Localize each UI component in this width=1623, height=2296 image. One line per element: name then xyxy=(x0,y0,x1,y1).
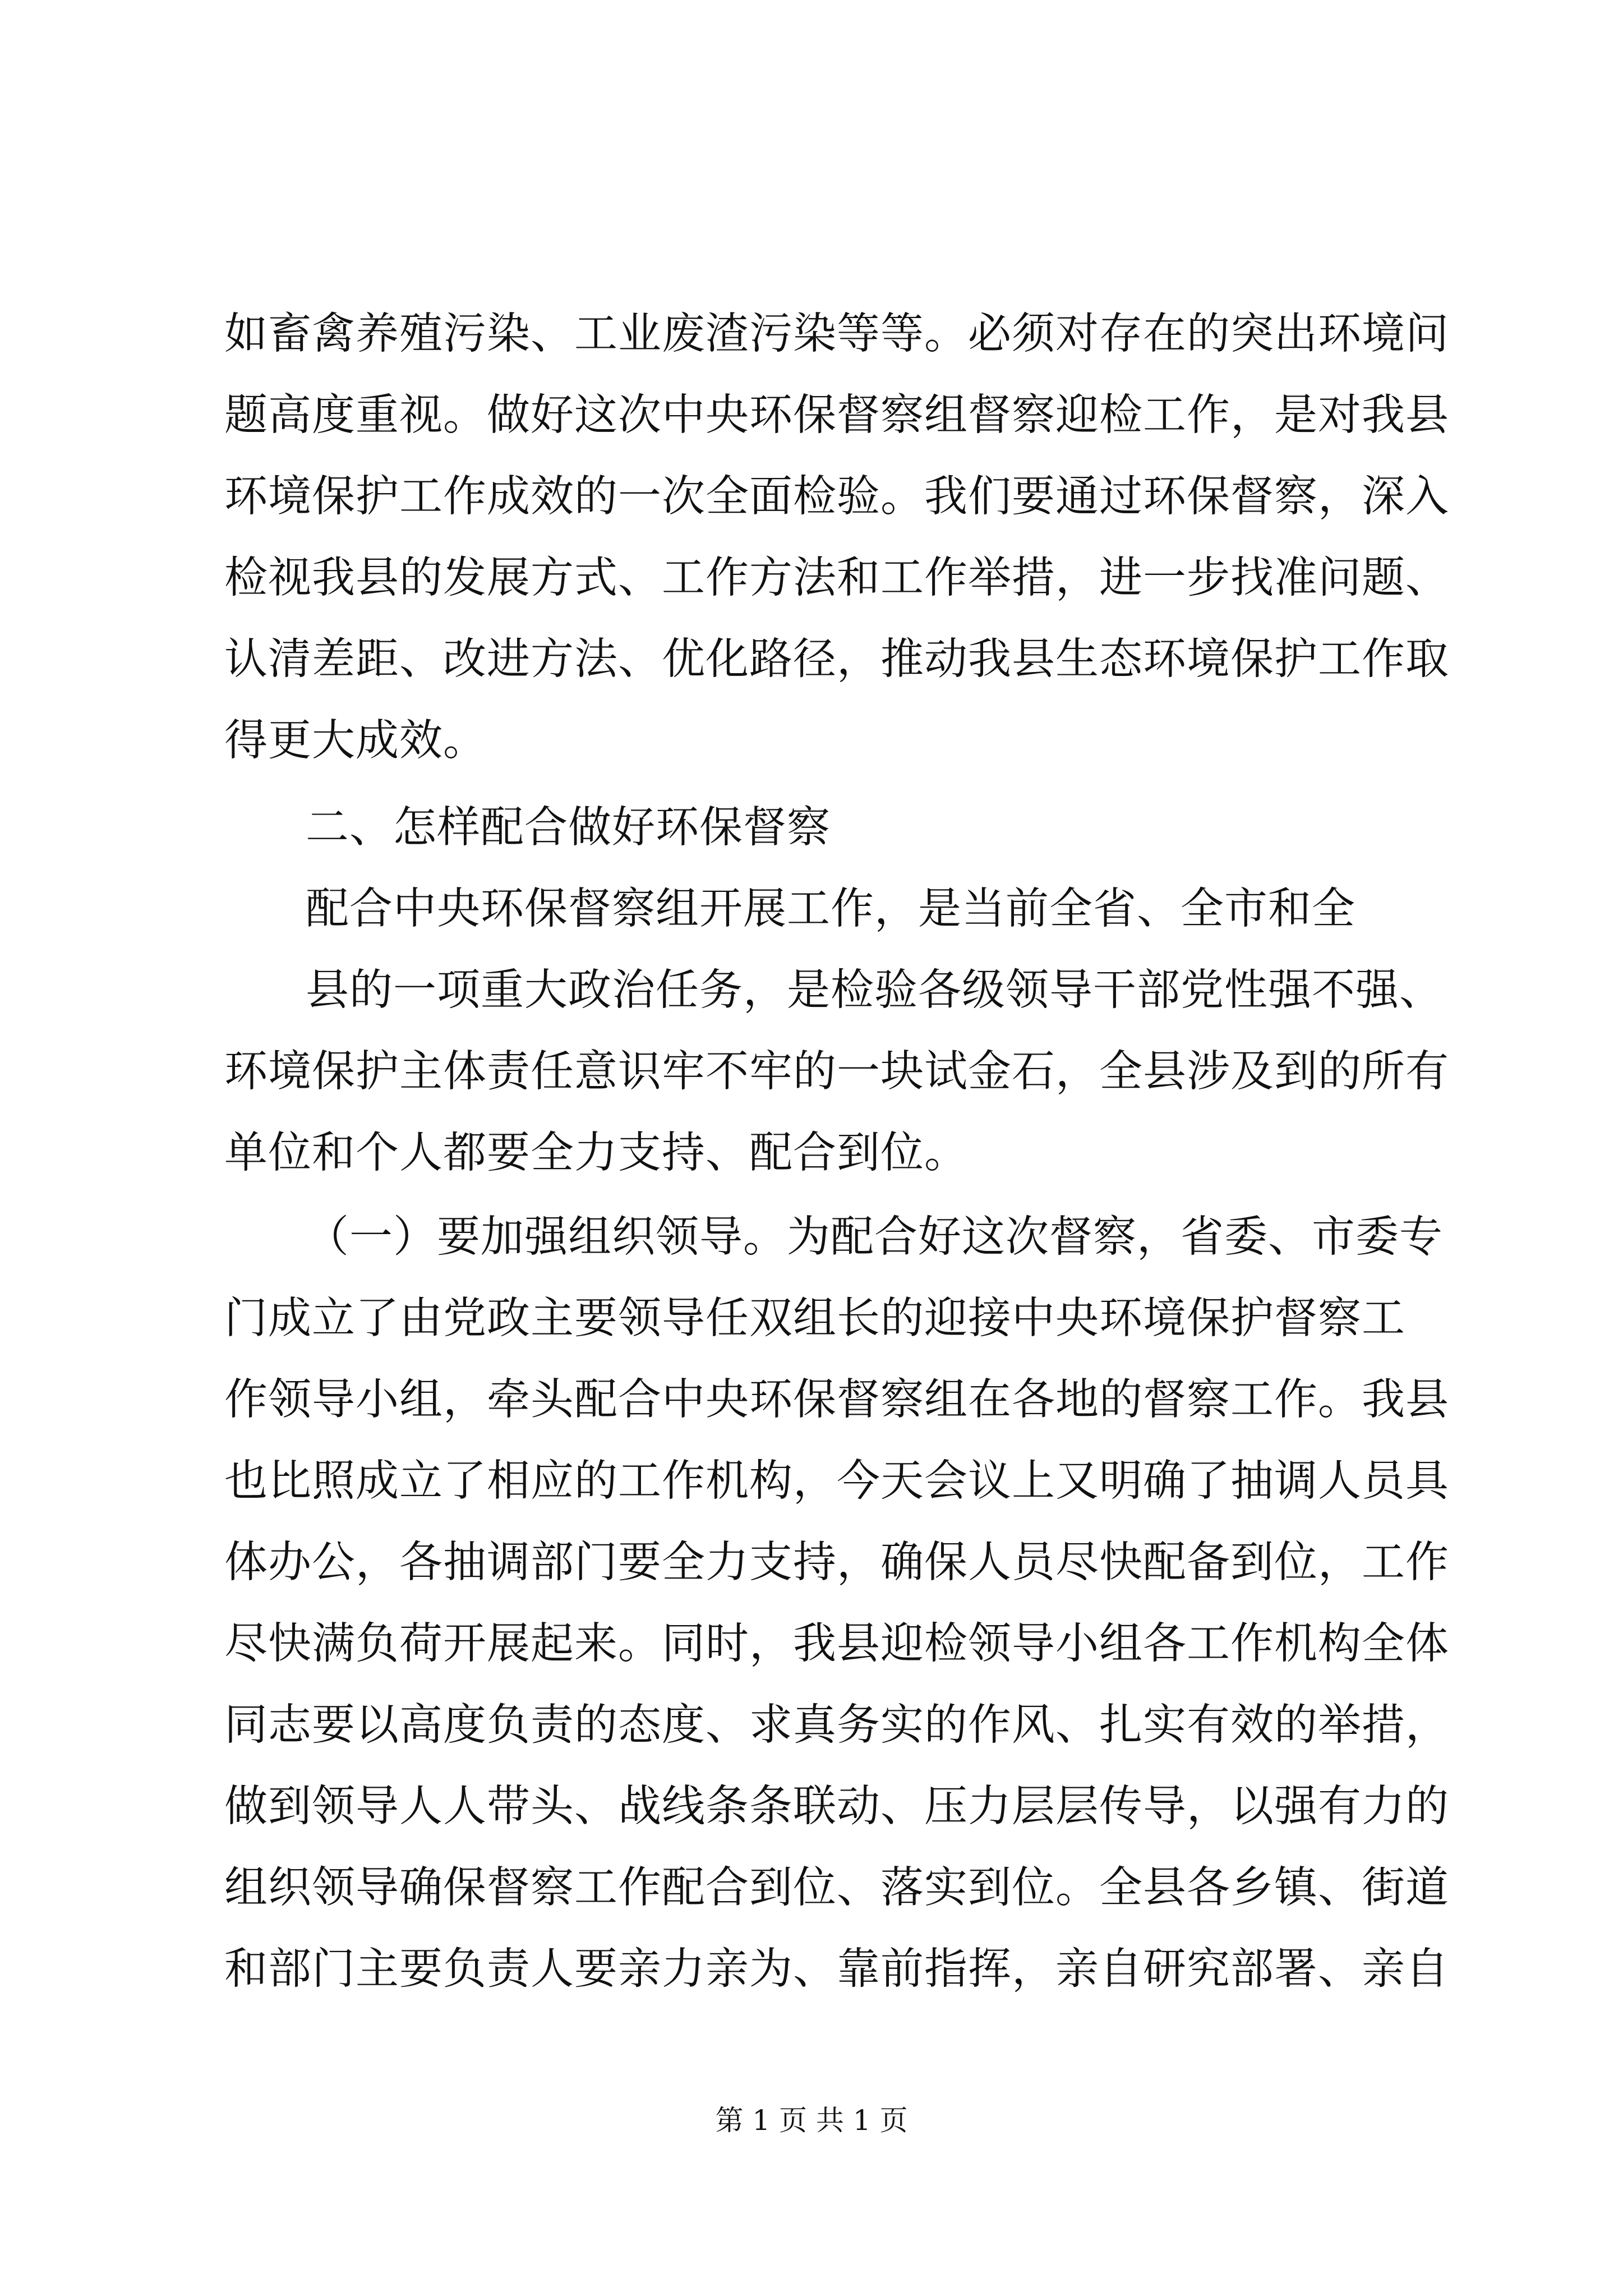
line-text: 同志要以高度负责的态度、求真务实的作风、扎实有效的举措， xyxy=(224,1700,1449,1750)
line-text: 环境保护主体责任意识牢不牢的一块试金石，全县涉及到的所有 xyxy=(224,1047,1449,1097)
paragraph-line xyxy=(0,297,1623,371)
line-text: 尽快满负荷开展起来。同时，我县迎检领导小组各工作机构全体 xyxy=(224,1619,1449,1669)
paragraph-line xyxy=(0,872,1623,946)
paragraph-line xyxy=(0,704,1623,778)
paragraph-line xyxy=(0,1526,1623,1600)
paragraph-line xyxy=(0,1607,1623,1681)
line-text: 如畜禽养殖污染、工业废渣污染等等。必须对存在的突出环境问 xyxy=(224,309,1449,359)
line-text: 单位和个人都要全力支持、配合到位。 xyxy=(224,1128,968,1178)
paragraph-line xyxy=(0,1363,1623,1437)
paragraph-line xyxy=(0,541,1623,615)
page-footer: 第 1 页 共 1 页 xyxy=(715,2104,908,2137)
line-text: 作领导小组，牵头配合中央环保督察组在各地的督察工作。我县 xyxy=(224,1375,1449,1425)
paragraph-line xyxy=(0,1851,1623,1925)
line-text: 体办公，各抽调部门要全力支持，确保人员尽快配备到位，工作 xyxy=(224,1538,1449,1588)
line-text: 题高度重视。做好这次中央环保督察组督察迎检工作，是对我县 xyxy=(224,390,1449,440)
line-text: 县的一项重大政治任务，是检验各级领导干部党性强不强、 xyxy=(306,965,1443,1015)
paragraph-line xyxy=(0,954,1623,1028)
paragraph-line xyxy=(0,1116,1623,1190)
paragraph-line xyxy=(0,623,1623,697)
paragraph-line xyxy=(0,379,1623,453)
line-text: 做到领导人人带头、战线条条联动、压力层层传导，以强有力的 xyxy=(224,1782,1449,1832)
heading-text: 二、怎样配合做好环保督察 xyxy=(306,803,831,853)
paragraph-line xyxy=(0,1932,1623,2007)
paragraph-line xyxy=(0,1282,1623,1356)
paragraph-line xyxy=(0,1200,1623,1274)
section-heading xyxy=(0,791,1623,865)
paragraph-line xyxy=(0,1688,1623,1763)
paragraph-line xyxy=(0,460,1623,534)
paragraph-line xyxy=(0,1035,1623,1109)
paragraph-line xyxy=(0,1444,1623,1519)
line-text: 检视我县的发展方式、工作方法和工作举措，进一步找准问题、 xyxy=(224,553,1449,603)
line-text: 门成立了由党政主要领导任双组长的迎接中央环境保护督察工 xyxy=(224,1294,1405,1343)
line-text: 也比照成立了相应的工作机构，今天会议上又明确了抽调人员具 xyxy=(224,1456,1449,1506)
line-text: 组织领导确保督察工作配合到位、落实到位。全县各乡镇、街道 xyxy=(224,1863,1449,1913)
line-text: 和部门主要负责人要亲力亲为、靠前指挥，亲自研究部署、亲自 xyxy=(224,1944,1449,1994)
line-text: （一）要加强组织领导。为配合好这次督察，省委、市委专 xyxy=(306,1212,1443,1262)
line-text: 配合中央环保督察组开展工作，是当前全省、全市和全 xyxy=(306,884,1355,934)
paragraph-line xyxy=(0,1770,1623,1844)
line-text: 得更大成效。 xyxy=(224,716,487,766)
line-text: 环境保护工作成效的一次全面检验。我们要通过环保督察，深入 xyxy=(224,472,1449,522)
line-text: 认清差距、改进方法、优化路径，推动我县生态环境保护工作取 xyxy=(224,634,1449,684)
